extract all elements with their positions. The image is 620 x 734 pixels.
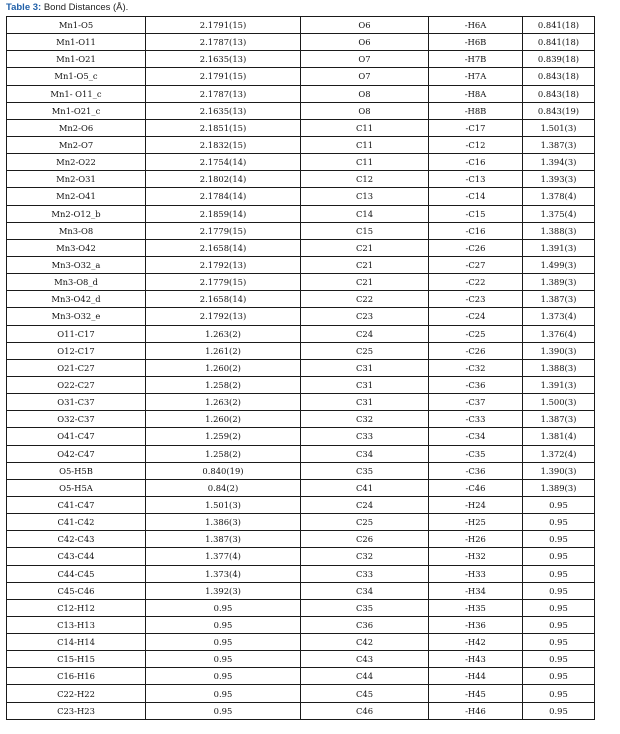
atom-from-cell: O7: [301, 68, 429, 85]
atom-from-cell: C24: [301, 496, 429, 513]
atom-to-cell: -C14: [429, 188, 523, 205]
atom-to-cell: -C36: [429, 462, 523, 479]
bond-distance-cell: 0.95: [146, 685, 301, 702]
table-row: [7, 119, 595, 136]
atom-from-cell: C31: [301, 359, 429, 376]
atom-from-cell: C35: [301, 462, 429, 479]
bond-distance-cell: 1.373(4): [146, 565, 301, 582]
table-row: [7, 274, 595, 291]
bond-distance-cell: 1.263(2): [146, 325, 301, 342]
bond-atom-pair-cell: Mn2-O41: [7, 188, 146, 205]
bond-distance-cell: 1.499(3): [523, 256, 595, 273]
bond-atom-pair-cell: C13-H13: [7, 616, 146, 633]
table-row: [7, 239, 595, 256]
table-row: [7, 548, 595, 565]
atom-to-cell: -C13: [429, 171, 523, 188]
bond-distance-cell: 0.95: [523, 599, 595, 616]
table-row: [7, 634, 595, 651]
bond-distance-cell: 1.377(4): [146, 548, 301, 565]
bond-distance-cell: 0.95: [523, 685, 595, 702]
bond-distance-cell: 0.95: [146, 616, 301, 633]
atom-from-cell: C46: [301, 702, 429, 719]
bond-distances-table: [6, 16, 595, 720]
atom-to-cell: -C26: [429, 239, 523, 256]
bond-distance-cell: 1.375(4): [523, 205, 595, 222]
bond-distance-cell: 0.95: [523, 531, 595, 548]
atom-from-cell: C33: [301, 428, 429, 445]
bond-distance-cell: 1.263(2): [146, 394, 301, 411]
bond-distance-cell: 1.260(2): [146, 411, 301, 428]
bond-distance-cell: 1.258(2): [146, 376, 301, 393]
table-row: [7, 102, 595, 119]
bond-distance-cell: 2.1859(14): [146, 205, 301, 222]
bond-distance-cell: 2.1832(15): [146, 136, 301, 153]
bond-atom-pair-cell: C41-C47: [7, 496, 146, 513]
bond-distance-cell: 1.390(3): [523, 342, 595, 359]
table-caption-text: Bond Distances (Å).: [41, 2, 129, 13]
bond-distance-cell: 2.1658(14): [146, 291, 301, 308]
bond-distance-cell: 1.392(3): [146, 582, 301, 599]
bond-atom-pair-cell: Mn3-O8_d: [7, 274, 146, 291]
atom-from-cell: C43: [301, 651, 429, 668]
atom-from-cell: C31: [301, 394, 429, 411]
atom-to-cell: -C23: [429, 291, 523, 308]
atom-to-cell: -H42: [429, 634, 523, 651]
table-row: [7, 479, 595, 496]
bond-distance-cell: 1.389(3): [523, 479, 595, 496]
bond-distance-cell: 0.843(19): [523, 102, 595, 119]
table-row: [7, 496, 595, 513]
atom-to-cell: -C12: [429, 136, 523, 153]
bond-atom-pair-cell: C42-C43: [7, 531, 146, 548]
bond-distance-cell: 2.1792(13): [146, 256, 301, 273]
bond-atom-pair-cell: C12-H12: [7, 599, 146, 616]
table-row: [7, 51, 595, 68]
bond-distance-cell: 1.393(3): [523, 171, 595, 188]
atom-to-cell: -H25: [429, 514, 523, 531]
bond-distance-cell: 2.1787(13): [146, 34, 301, 51]
bond-distance-cell: 1.372(4): [523, 445, 595, 462]
atom-from-cell: C25: [301, 514, 429, 531]
bond-distance-cell: 1.389(3): [523, 274, 595, 291]
atom-to-cell: -H26: [429, 531, 523, 548]
bond-atom-pair-cell: C43-C44: [7, 548, 146, 565]
bond-atom-pair-cell: Mn2-O22: [7, 154, 146, 171]
bond-distance-cell: 0.95: [146, 651, 301, 668]
bond-distance-cell: 1.373(4): [523, 308, 595, 325]
bond-distance-cell: 0.95: [523, 548, 595, 565]
bond-distance-cell: 1.391(3): [523, 376, 595, 393]
bond-distance-cell: 1.501(3): [523, 119, 595, 136]
bond-atom-pair-cell: O22-C27: [7, 376, 146, 393]
atom-to-cell: -H36: [429, 616, 523, 633]
table-row: [7, 394, 595, 411]
bond-distance-cell: 1.259(2): [146, 428, 301, 445]
atom-to-cell: -C27: [429, 256, 523, 273]
bond-distance-cell: 2.1635(13): [146, 51, 301, 68]
atom-to-cell: -H24: [429, 496, 523, 513]
atom-to-cell: -H6A: [429, 17, 523, 34]
atom-to-cell: -C35: [429, 445, 523, 462]
atom-to-cell: -H46: [429, 702, 523, 719]
table-row: [7, 599, 595, 616]
atom-to-cell: -C36: [429, 376, 523, 393]
bond-atom-pair-cell: Mn3-O32_e: [7, 308, 146, 325]
bond-atom-pair-cell: O11-C17: [7, 325, 146, 342]
bond-atom-pair-cell: O21-C27: [7, 359, 146, 376]
bond-atom-pair-cell: Mn3-O8: [7, 222, 146, 239]
table-row: [7, 205, 595, 222]
table-row: [7, 514, 595, 531]
bond-distance-cell: 1.388(3): [523, 222, 595, 239]
atom-from-cell: C11: [301, 154, 429, 171]
atom-from-cell: C34: [301, 582, 429, 599]
table-row: [7, 376, 595, 393]
atom-to-cell: -H44: [429, 668, 523, 685]
bond-distance-cell: 0.841(18): [523, 17, 595, 34]
atom-from-cell: C42: [301, 634, 429, 651]
bond-distance-cell: 2.1779(15): [146, 274, 301, 291]
bond-atom-pair-cell: C14-H14: [7, 634, 146, 651]
bond-distance-cell: 1.388(3): [523, 359, 595, 376]
atom-from-cell: O7: [301, 51, 429, 68]
atom-from-cell: C26: [301, 531, 429, 548]
atom-from-cell: C31: [301, 376, 429, 393]
atom-from-cell: C11: [301, 136, 429, 153]
bond-atom-pair-cell: O5-H5B: [7, 462, 146, 479]
atom-to-cell: -H8B: [429, 102, 523, 119]
bond-distance-cell: 0.840(19): [146, 462, 301, 479]
table-row: [7, 291, 595, 308]
atom-to-cell: -C16: [429, 154, 523, 171]
atom-from-cell: C25: [301, 342, 429, 359]
bond-distance-cell: 1.258(2): [146, 445, 301, 462]
bond-distance-cell: 2.1791(15): [146, 68, 301, 85]
table-row: [7, 154, 595, 171]
atom-to-cell: -H33: [429, 565, 523, 582]
bond-distance-cell: 0.84(2): [146, 479, 301, 496]
atom-to-cell: -C46: [429, 479, 523, 496]
bond-atom-pair-cell: C16-H16: [7, 668, 146, 685]
atom-from-cell: C41: [301, 479, 429, 496]
bond-distance-cell: 0.95: [523, 702, 595, 719]
atom-from-cell: C23: [301, 308, 429, 325]
atom-from-cell: C32: [301, 548, 429, 565]
atom-from-cell: C21: [301, 256, 429, 273]
atom-to-cell: -C22: [429, 274, 523, 291]
table-row: [7, 222, 595, 239]
table-row: [7, 411, 595, 428]
atom-from-cell: C34: [301, 445, 429, 462]
bond-distance-cell: 0.95: [146, 702, 301, 719]
bond-distance-cell: 0.95: [146, 599, 301, 616]
table-row: [7, 685, 595, 702]
bond-distance-cell: 1.381(4): [523, 428, 595, 445]
table-row: [7, 308, 595, 325]
atom-to-cell: -C17: [429, 119, 523, 136]
bond-distance-cell: 0.95: [523, 616, 595, 633]
bond-atom-pair-cell: C45-C46: [7, 582, 146, 599]
atom-to-cell: -H7A: [429, 68, 523, 85]
bond-distance-cell: 1.387(3): [146, 531, 301, 548]
bond-distance-cell: 2.1754(14): [146, 154, 301, 171]
atom-to-cell: -H6B: [429, 34, 523, 51]
bond-distance-cell: 1.378(4): [523, 188, 595, 205]
bond-atom-pair-cell: O12-C17: [7, 342, 146, 359]
atom-to-cell: -C24: [429, 308, 523, 325]
atom-to-cell: -H34: [429, 582, 523, 599]
bond-atom-pair-cell: O5-H5A: [7, 479, 146, 496]
bond-atom-pair-cell: Mn2-O6: [7, 119, 146, 136]
atom-from-cell: C24: [301, 325, 429, 342]
bond-distance-cell: 1.387(3): [523, 136, 595, 153]
bond-distance-cell: 1.500(3): [523, 394, 595, 411]
bond-distance-cell: 2.1779(15): [146, 222, 301, 239]
atom-to-cell: -C16: [429, 222, 523, 239]
bond-distance-cell: 2.1658(14): [146, 239, 301, 256]
atom-to-cell: -C25: [429, 325, 523, 342]
table-row: [7, 136, 595, 153]
table-row: [7, 171, 595, 188]
atom-to-cell: -C26: [429, 342, 523, 359]
bond-distance-cell: 0.95: [146, 668, 301, 685]
bond-distance-cell: 2.1635(13): [146, 102, 301, 119]
table-row: [7, 462, 595, 479]
bond-distance-cell: 1.391(3): [523, 239, 595, 256]
bond-atom-pair-cell: O42-C47: [7, 445, 146, 462]
bond-distance-cell: 0.95: [146, 634, 301, 651]
table-row: [7, 651, 595, 668]
bond-distance-cell: 2.1787(13): [146, 85, 301, 102]
atom-from-cell: C12: [301, 171, 429, 188]
table-row: [7, 325, 595, 342]
bond-distance-cell: 1.260(2): [146, 359, 301, 376]
bond-distance-cell: 0.95: [523, 668, 595, 685]
atom-to-cell: -C37: [429, 394, 523, 411]
atom-to-cell: -H45: [429, 685, 523, 702]
bond-atom-pair-cell: Mn1-O11: [7, 34, 146, 51]
atom-to-cell: -H32: [429, 548, 523, 565]
bond-distance-cell: 0.95: [523, 565, 595, 582]
table-row: [7, 616, 595, 633]
atom-from-cell: C11: [301, 119, 429, 136]
atom-from-cell: C45: [301, 685, 429, 702]
atom-from-cell: O8: [301, 102, 429, 119]
bond-atom-pair-cell: C15-H15: [7, 651, 146, 668]
table-row: [7, 342, 595, 359]
bond-atom-pair-cell: Mn3-O42: [7, 239, 146, 256]
atom-to-cell: -C33: [429, 411, 523, 428]
atom-to-cell: -H8A: [429, 85, 523, 102]
table-row: [7, 565, 595, 582]
table-row: [7, 17, 595, 34]
atom-to-cell: -H43: [429, 651, 523, 668]
atom-from-cell: C13: [301, 188, 429, 205]
bond-distance-cell: 0.843(18): [523, 68, 595, 85]
atom-from-cell: C21: [301, 274, 429, 291]
bond-atom-pair-cell: C44-C45: [7, 565, 146, 582]
bond-distance-cell: 1.390(3): [523, 462, 595, 479]
bond-distance-cell: 1.394(3): [523, 154, 595, 171]
atom-to-cell: -H35: [429, 599, 523, 616]
bond-atom-pair-cell: C23-H23: [7, 702, 146, 719]
atom-from-cell: C14: [301, 205, 429, 222]
atom-from-cell: C35: [301, 599, 429, 616]
bond-distance-cell: 0.95: [523, 651, 595, 668]
atom-from-cell: C22: [301, 291, 429, 308]
table-row: [7, 445, 595, 462]
bond-distance-cell: 0.95: [523, 634, 595, 651]
bond-atom-pair-cell: Mn1-O21_c: [7, 102, 146, 119]
table-row: [7, 428, 595, 445]
atom-to-cell: -C15: [429, 205, 523, 222]
table-row: [7, 188, 595, 205]
bond-atom-pair-cell: Mn1-O5_c: [7, 68, 146, 85]
table-row: [7, 668, 595, 685]
bond-atom-pair-cell: O31-C37: [7, 394, 146, 411]
bond-atom-pair-cell: Mn3-O42_d: [7, 291, 146, 308]
bond-atom-pair-cell: Mn2-O7: [7, 136, 146, 153]
bond-distance-cell: 1.386(3): [146, 514, 301, 531]
bond-distance-cell: 0.95: [523, 514, 595, 531]
bond-distance-cell: 0.841(18): [523, 34, 595, 51]
table-row: [7, 702, 595, 719]
table-row: [7, 85, 595, 102]
atom-from-cell: O8: [301, 85, 429, 102]
bond-atom-pair-cell: Mn1- O11_c: [7, 85, 146, 102]
bond-atom-pair-cell: O32-C37: [7, 411, 146, 428]
atom-from-cell: O6: [301, 34, 429, 51]
atom-from-cell: C44: [301, 668, 429, 685]
atom-from-cell: O6: [301, 17, 429, 34]
bond-distance-cell: 1.387(3): [523, 291, 595, 308]
bond-atom-pair-cell: Mn1-O21: [7, 51, 146, 68]
bond-distance-cell: 2.1784(14): [146, 188, 301, 205]
bond-distance-cell: 1.261(2): [146, 342, 301, 359]
atom-to-cell: -H7B: [429, 51, 523, 68]
table-row: [7, 359, 595, 376]
atom-from-cell: C33: [301, 565, 429, 582]
table-row: [7, 34, 595, 51]
table-row: [7, 531, 595, 548]
table-row: [7, 256, 595, 273]
table-body: [7, 17, 595, 720]
bond-distance-cell: 2.1791(15): [146, 17, 301, 34]
table-caption-label: Table 3:: [6, 2, 42, 13]
bond-atom-pair-cell: Mn1-O5: [7, 17, 146, 34]
bond-atom-pair-cell: Mn3-O32_a: [7, 256, 146, 273]
bond-distance-cell: 1.387(3): [523, 411, 595, 428]
bond-distance-cell: 2.1792(13): [146, 308, 301, 325]
atom-from-cell: C21: [301, 239, 429, 256]
bond-atom-pair-cell: C22-H22: [7, 685, 146, 702]
table-row: [7, 68, 595, 85]
bond-distance-cell: 1.376(4): [523, 325, 595, 342]
bond-atom-pair-cell: O41-C47: [7, 428, 146, 445]
bond-distance-cell: 0.95: [523, 496, 595, 513]
bond-distance-cell: 2.1851(15): [146, 119, 301, 136]
atom-from-cell: C32: [301, 411, 429, 428]
bond-atom-pair-cell: Mn2-O12_b: [7, 205, 146, 222]
atom-to-cell: -C34: [429, 428, 523, 445]
bond-distance-cell: 2.1802(14): [146, 171, 301, 188]
atom-from-cell: C36: [301, 616, 429, 633]
bond-distance-cell: 1.501(3): [146, 496, 301, 513]
table-row: [7, 582, 595, 599]
bond-distance-cell: 0.839(18): [523, 51, 595, 68]
bond-atom-pair-cell: Mn2-O31: [7, 171, 146, 188]
atom-to-cell: -C32: [429, 359, 523, 376]
table-caption: [6, 1, 128, 15]
bond-distance-cell: 0.843(18): [523, 85, 595, 102]
atom-from-cell: C15: [301, 222, 429, 239]
bond-distance-cell: 0.95: [523, 582, 595, 599]
bond-atom-pair-cell: C41-C42: [7, 514, 146, 531]
